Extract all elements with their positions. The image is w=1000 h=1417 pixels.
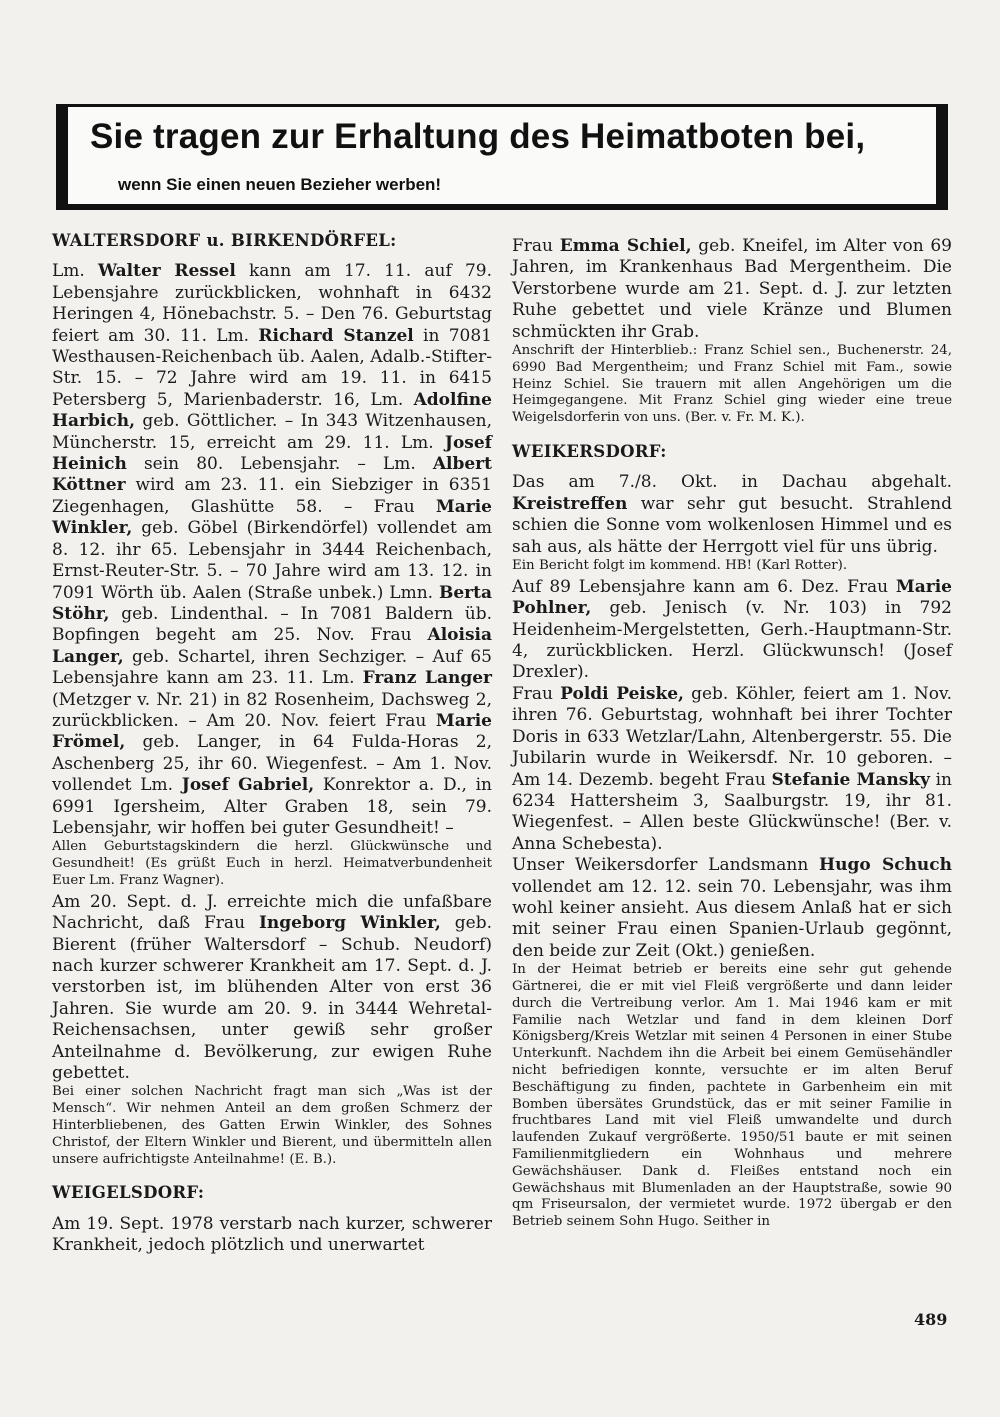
banner-title: Sie tragen zur Erhaltung des Heimatboten bei, (90, 117, 866, 156)
obituary-emma-schiel: Frau Emma Schiel, geb. Kneifel, im Alter von 69 Jahren, im Krankenhaus Bad Mergentheim. Die Verstorbene wurde am 21. Sept. d. J. zur letzten Ruhe gebettet und viele Kränze und Blumen schmückten ihr Grab. (512, 236, 953, 342)
banner-subtitle: wenn Sie einen neuen Bezieher werben! (118, 175, 442, 194)
right-column (512, 236, 952, 1233)
person-name: Hugo Schuch (819, 855, 952, 876)
page-number: 489 (914, 1310, 948, 1329)
person-name: Josef Gabriel, (181, 775, 315, 796)
person-name: Josef Heinich (52, 432, 492, 475)
kreistreffen-report: Das am 7./8. Okt. in Dachau abgehalt. Kreistreffen war sehr gut besucht. Strahlend schien die Sonne vom wolkenlosen Himmel und es sah aus, als hätte der Herrgott viel für uns übrig. (512, 472, 952, 557)
person-name: Marie Frömel, (52, 710, 492, 753)
person-name: Marie Winkler, (52, 496, 492, 539)
obituary-weigelsdorf-start: Am 19. Sept. 1978 verstarb nach kurzer, schwerer Krankheit, jedoch plötzlich und unerwartet (52, 1213, 492, 1256)
person-name: Adolfine Harbich, (52, 389, 492, 432)
person-name: Albert Köttner (52, 454, 492, 496)
section-heading-weikersdorf: WEIKERSDORF: (512, 442, 667, 462)
obituary-ingeborg-winkler: Am 20. Sept. d. J. erreichte mich die unfaßbare Nachricht, daß Frau Ingeborg Winkler, geb. Bierent (früher Waltersdorf – Schub. Neudorf) nach kurzer schwerer Krankheit am 17. Sept. d. J. verstorben ist, im blühenden Alter von erst 36 Jahren. Sie wurde am 20. 9. in 3444 Wehretal-Reichensachsen, unter gewiß sehr großer Anteilnahme d. Bevölkerung, zur ewigen Ruhe gebettet. (52, 891, 493, 1084)
person-name: Poldi Peiske, (560, 683, 684, 704)
person-name: Richard Stanzel (258, 325, 414, 346)
report-followup-note: Ein Bericht folgt im kommend. HB! (Karl Rotter). (512, 558, 848, 574)
person-name: Ingeborg Winkler, (258, 913, 441, 934)
left-column (52, 230, 492, 1257)
person-name: Franz Langer (362, 668, 492, 689)
person-name: Kreistreffen (512, 493, 628, 514)
bereaved-address-note: Anschrift der Hinterblieb.: Franz Schiel sen., Buchenerstr. 24, 6990 Bad Mergentheim; und Franz Schiel mit Fam., sowie Heinz Schiel. Sie trauern mit allen Angehörigen um die Heimgegangene. Mit Franz Schiel ging wieder eine treue Weigelsdorferin von uns. (Ber. v. Fr. M. K.). (512, 343, 952, 426)
section-heading-waltersdorf: WALTERSDORF u. BIRKENDÖRFEL: (52, 231, 397, 250)
birthday-marie-pohlner: Auf 89 Lebensjahre kann am 6. Dez. Frau Marie Pohlner, geb. Jenisch (v. Nr. 103) in 792 Heidenheim-Mergelstetten, Gerh.-Hauptmann-Str. 4, zurückblicken. Herzl. Glückwunsch! (Josef Drexler). (512, 576, 952, 683)
person-name: Berta Stöhr, (52, 582, 492, 624)
section-heading-weigelsdorf: WEIGELSDORF: (52, 1183, 205, 1203)
condolence-note: Bei einer solchen Nachricht fragt man sich „Was ist der Mensch“. Wir nehmen Anteil an dem großen Schmerz der Hinterbliebenen, des Gatten Erwin Winkler, des Sohnes Christof, der Eltern Winkler und Bierent, und übermitteln allen unsere aufrichtigste Anteilnahme! (E. B.). (52, 1084, 492, 1167)
birthday-announcements: Lm. Walter Ressel kann am 17. 11. auf 79. Lebensjahre zurückblicken, wohnhaft in 6432 Heringen 4, Hönebachstr. 5. – Den 76. Geburtstag feiert am 30. 11. Lm. Richard Stanzel in 7081 Westhausen-Reichenbach üb. Aalen, Adalb.-Stifter-Str. 15. – 72 Jahre wird am 19. 11. in 6415 Petersberg 5, Marienbaderstr. 16, Lm. Adolfine Harbich, geb. Göttlicher. – In 343 Witzenhausen, Müncherstr. 15, erreicht am 29. 11. Lm. Josef Heinich sein 80. Lebensjahr. – Lm. Albert Köttner wird am 23. 11. ein Siebziger in 6351 Ziegenhagen, Glashütte 58. – Frau Marie Winkler, geb. Göbel (Birkendörfel) vollendet am 8. 12. ihr 65. Lebensjahr in 3444 Reichenbach, Ernst-Reuter-Str. 5. – 70 Jahre wird am 13. 12. in 7091 Wörth üb. Aalen (Straße unbek.) Lmn. Berta Stöhr, geb. Lindenthal. – In 7081 Baldern üb. Bopfingen begeht am 25. Nov. Frau Aloisia Langer, geb. Schartel, ihren Sechziger. – Auf 65 Lebensjahre kann am 23. 11. Lm. Franz Langer (Metzger v. Nr. 21) in 82 Rosenheim, Dachsweg 2, zurückblicken. – Am 20. Nov. feiert Frau Marie Frömel, geb. Langer, in 64 Fulda-Horas 2, Aschenberg 25, ihr 60. Wiegenfest. – Am 1. Nov. vollendet Lm. Josef Gabriel, Konrektor a. D., in 6991 Igersheim, Alter Graben 18, sein 79. Lebensjahr, wir hoffen bei guter Gesundheit! – (52, 261, 493, 838)
birthday-greeting-note: Allen Geburtstagskindern die herzl. Glückwünsche und Gesundheit! (Es grüßt Euch in herzl. Heimatverbundenheit Euer Lm. Franz Wagner). (52, 839, 492, 888)
birthday-poldi-peiske: Frau Poldi Peiske, geb. Köhler, feiert am 1. Nov. ihren 76. Geburtstag, wohnhaft bei ihrer Tochter Doris in 633 Wetzlar/Lahn, Altenbergerstr. 55. Die Jubilarin wurde in Weikersdf. Nr. 10 geboren. – Am 14. Dezemb. begeht Frau Stefanie Mansky in 6234 Hattersheim 3, Saalburgstr. 19, ihr 81. Wiegenfest. – Allen beste Glückwünsche! (Ber. v. Anna Schebesta). (512, 683, 953, 854)
hugo-schuch-biography: In der Heimat betrieb er bereits eine sehr gut gehende Gärtnerei, die er mit viel Fleiß vergrößerte und dann leider durch die Vertreibung verlor. Am 1. Mai 1946 kam er mit Familie nach Wetzlar und fand in dem kleinen Dorf Königsberg/Kreis Wetzlar mit seinen 4 Personen in einer Stube Unterkunft. Nachdem ihn die Arbeit bei einem Gemüsehändler nicht befriedigen konnte, versuchte er im alten Beruf Beschäftigung zu finden, pachtete in Garbenheim ein mit Bomben übersätes Grundstück, das er mit seiner Familie in fruchtbares Land mit viel Fleiß umwandelte und durch laufenden Zukauf vergrößerte. 1950/51 baute er mit seinen Familienmitgliedern ein Wohnhaus und mehrere Gewächshäuser. Dank d. Fleißes entstand noch ein Gewächshaus mit Blumenladen an der Hauptstraße, sowie 90 qm Friseursalon, der vermietet wurde. 1972 übergab er den Betrieb seinem Sohn Hugo. Seither in (512, 962, 952, 1230)
person-name: Stefanie Mansky (771, 769, 930, 790)
person-name: Marie Pohlner, (512, 576, 952, 619)
subscription-banner (56, 104, 948, 210)
person-name: Aloisia Langer, (52, 625, 492, 667)
person-name: Walter Ressel (98, 261, 236, 282)
birthday-hugo-schuch: Unser Weikersdorfer Landsmann Hugo Schuch vollendet am 12. 12. sein 70. Lebensjahr, was ihm wohl keiner ansieht. Aus diesem Anlaß hat er sich mit seiner Frau einen Spanien-Urlaub gegönnt, den beide zur Zeit (Okt.) genießen. (512, 855, 952, 961)
person-name: Emma Schiel, (559, 236, 692, 256)
